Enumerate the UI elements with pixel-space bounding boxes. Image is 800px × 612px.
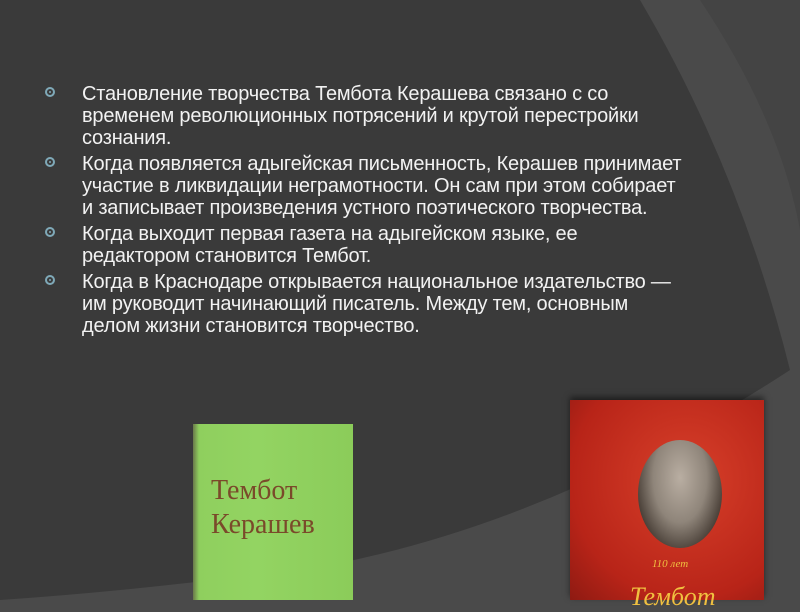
bullet-text: Когда в Краснодаре открывается национальное издательство — им руководит начинающий писатель. Между тем, основным делом жизни становится творчество.: [82, 271, 671, 337]
bullet-text: Становление творчества Тембота Керашева связано с со временем революционных потрясений и крутой перестройки сознания.: [82, 83, 639, 149]
book-cover-green: [193, 424, 353, 600]
bullet-item: [45, 271, 685, 337]
circle-dot-icon: [45, 157, 55, 167]
bullet-item: [45, 223, 685, 267]
bullet-item: [45, 83, 685, 149]
book-title: [211, 474, 315, 542]
book-title-line: Керашев: [211, 509, 315, 540]
book-cover-red: [570, 400, 764, 611]
circle-dot-icon: [45, 87, 55, 97]
book-years: 110 лет: [652, 558, 689, 570]
bullet-item: [45, 153, 685, 219]
bullet-text: Когда выходит первая газета на адыгейском языке, ее редактором становится Тембот.: [82, 223, 578, 267]
book-title-line: Тембот: [211, 475, 298, 506]
portrait-photo: [638, 440, 722, 548]
book-name: Тембот: [630, 582, 716, 611]
bullet-list: [45, 83, 685, 341]
bullet-text: Когда появляется адыгейская письменность, Керашев принимает участие в ликвидации неграмотности. Он сам при этом собирает и записывает произведения устного поэтического творчества.: [82, 153, 682, 219]
circle-dot-icon: [45, 227, 55, 237]
circle-dot-icon: [45, 275, 55, 285]
